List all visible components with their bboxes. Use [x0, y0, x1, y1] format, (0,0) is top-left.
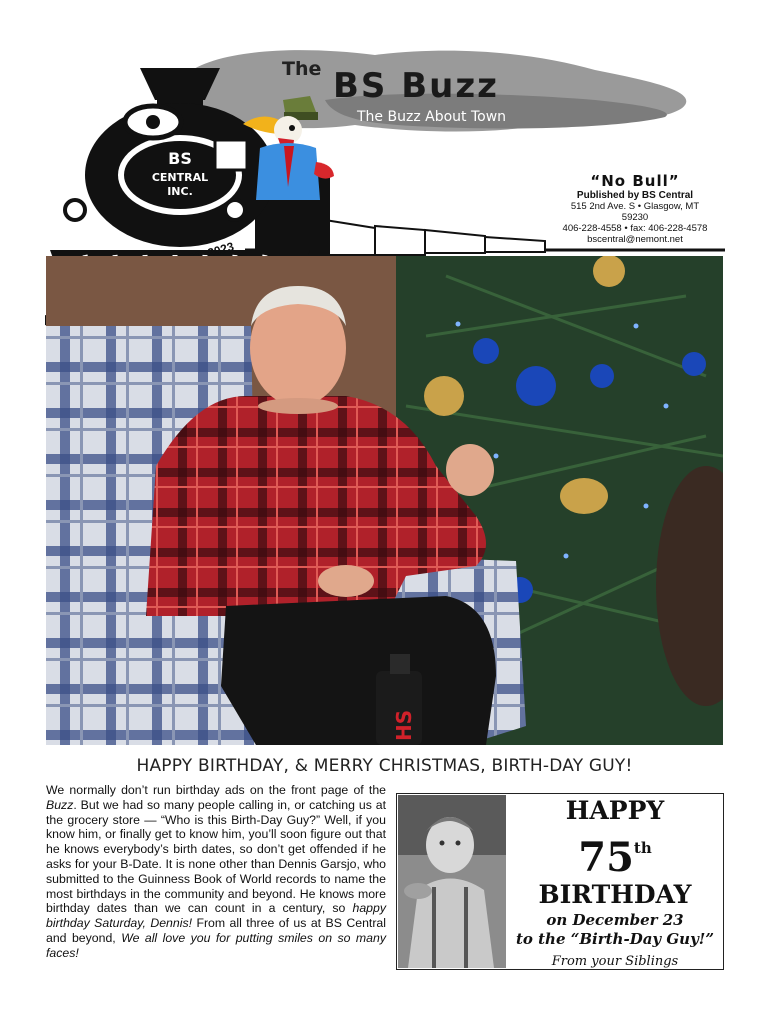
article-text-3: From all three of us at BS Central and beyond, — [46, 916, 386, 945]
article-italic-3: We all love you for putting smiles on so many faces! — [46, 930, 386, 960]
ad-age — [508, 827, 722, 879]
publisher-info — [560, 172, 710, 245]
ad-age-number: 75 — [578, 834, 634, 881]
article-italic-2: happy birthday Saturday, Dennis! — [46, 901, 386, 931]
publisher-phones: 406-228-4558 • fax: 406-228-4578 — [562, 223, 708, 234]
article-italic-1: Buzz — [46, 797, 74, 812]
logo-central-text: CENTRAL — [151, 171, 209, 184]
masthead-tagline: The Buzz About Town — [357, 109, 507, 125]
masthead-the: The — [282, 58, 322, 80]
article-body — [46, 783, 386, 961]
ad-to-line: to the “Birth-Day Guy!” — [515, 930, 715, 948]
ad-from-line: From your Siblings — [551, 954, 679, 969]
logo-bs-text: BS — [168, 149, 192, 168]
published-by: Published by BS Central — [576, 190, 694, 201]
ad-age-suffix: th — [633, 839, 652, 857]
ad-happy: HAPPY — [565, 796, 665, 825]
article-text-2: . But we had so many people calling in, or catching us at the grocery store — “Who is this Birth-Day Guy?” Well, if you know him, or finally get to know him, you’ll soon figure out that he knows everybody’s birth dates, so don’t get offended if he asks for your B-Date. It is none other than Dennis Garsjo, who submitted to the Guinness Book of World records to name the most birthdays in the community and beyond. He knows more birthday dates than we can count in a century, so — [46, 797, 386, 916]
publisher-address: 515 2nd Ave. S • Glasgow, MT 59230 — [570, 201, 700, 223]
logo-inc-text: INC. — [167, 185, 193, 198]
ad-text-block — [508, 795, 722, 969]
ad-date-line: on December 23 — [546, 911, 684, 929]
rooster-mascot-icon — [238, 92, 338, 204]
publisher-email: bscentral@nemont.net — [587, 234, 683, 245]
front-page-photo — [46, 256, 723, 745]
bottle-label: HS — [392, 709, 416, 741]
ad-birthday: BIRTHDAY — [538, 880, 692, 909]
motto: “No Bull” — [590, 172, 680, 190]
article-text-1: We normally don’t run birthday ads on the front page of the — [46, 783, 386, 797]
article-headline: HAPPY BIRTHDAY, & MERRY CHRISTMAS, BIRTH-DAY GUY! — [136, 756, 633, 776]
ad-childhood-photo — [398, 795, 506, 968]
masthead-title: BS Buzz — [333, 66, 499, 106]
